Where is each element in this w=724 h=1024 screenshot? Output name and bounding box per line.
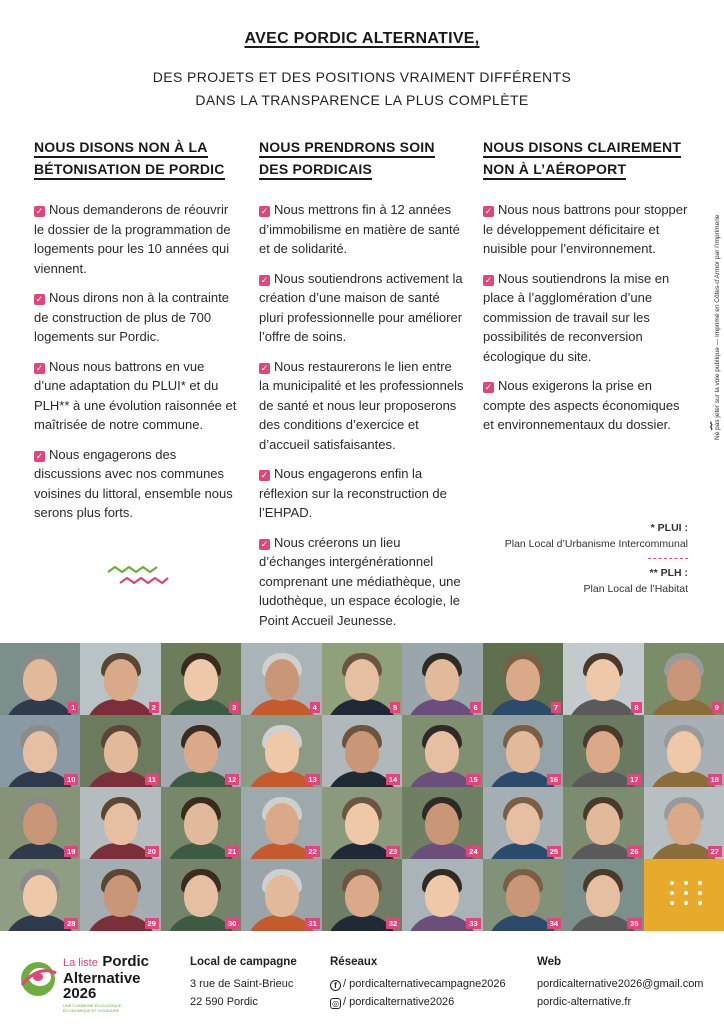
portrait-shoulders [567,699,639,715]
list-item: ✓ Nous engagerons des discussions avec nos communes voisines du littoral, ensemble nous serons plus forts. [34,446,233,520]
email-link[interactable]: pordicalternative2026@gmail.com [537,978,704,990]
candidate-number: 31 [305,918,319,929]
footer [0,931,724,1024]
column-title: NOUS PRENDRONS SOIN DES PORDICAIS [259,136,464,180]
header [0,30,724,112]
portrait-face [184,875,218,917]
candidate-photo [563,787,643,859]
portrait-face [506,731,540,773]
portrait-face [265,875,299,917]
column-sante [259,136,464,640]
list-item: ✓ Nous engagerons enfin la réflexion sur la reconstruction de l’EHPAD. [259,466,447,520]
candidate-photo [0,643,80,715]
column-betonisation [34,136,239,533]
portrait-face [23,731,57,773]
candidate-number: 10 [64,774,78,785]
campaign-office: Local de campagne 3 rue de Saint-Brieuc 22 590 Pordic [190,956,297,1008]
candidate-number: 24 [466,846,480,857]
portrait-shoulders [246,699,318,715]
candidate-photo [0,859,80,931]
checkbox-icon: ✓ [35,362,44,373]
candidate-number: 18 [708,774,722,785]
candidate-number: 30 [225,918,239,929]
candidate-number: 9 [712,702,722,713]
candidate-number: 26 [627,846,641,857]
candidate-photo [0,787,80,859]
list-item: ✓ Nous restaurerons le lien entre la municipalité et les professionnels de santé et nous leur proposerons des conditions d’exercice et d’accueil satisfaisantes. [259,358,464,452]
candidate-number: 25 [547,846,561,857]
portrait-shoulders [406,699,478,715]
portrait-face [345,659,379,701]
checkbox-icon: ✓ [260,274,269,285]
column-aeroport [483,136,688,445]
candidate-number: 3 [229,702,239,713]
portrait-face [425,803,459,845]
candidate-photo [483,787,563,859]
checkbox-icon: ✓ [35,294,44,304]
portrait-face [586,659,620,701]
portrait-face [506,875,540,917]
candidate-photo [161,859,241,931]
candidate-number: 23 [386,846,400,857]
list-item: ✓ Nous soutiendrons la mise en place à l’agglomération d’une commission de travail sur les possibilités de reconversion écologique du site. [483,270,670,364]
candidate-number: 32 [386,918,400,929]
candidate-photo [563,859,643,931]
candidate-photo [644,643,724,715]
item-list [483,200,688,435]
note-plh: ** PLH : Plan Local de l’Habitat [583,567,688,595]
printer-logo-icon: ⌇ [708,421,714,433]
portrait-face [667,803,701,845]
portrait-face [425,659,459,701]
item-list [34,200,239,523]
facebook-link[interactable]: f / pordicalternativecampagne2026 [330,975,506,993]
list-item: ✓ Nous dirons non à la contrainte de construction de plus de 700 logements sur Pordic. [34,290,229,344]
portrait-shoulders [648,699,720,715]
main-title: AVEC PORDIC ALTERNATIVE, [244,30,480,47]
portrait-face [506,659,540,701]
list-item: ✓ Nous mettrons fin à 12 années d’immobilisme en matière de santé et de solidarité. [259,202,460,256]
candidate-photo [241,859,321,931]
candidate-photo [402,715,482,787]
candidate-number: 2 [149,702,159,713]
facebook-icon: f [330,980,341,991]
portrait-face [104,731,138,773]
portrait-face [265,659,299,701]
checkbox-icon: ✓ [35,450,44,461]
candidate-photo [563,715,643,787]
candidate-photo [241,643,321,715]
candidate-photo [402,787,482,859]
checkbox-icon: ✓ [35,206,44,216]
candidate-photo [402,643,482,715]
note-plui: * PLUI : Plan Local d’Urbanisme Intercommunal [504,522,688,550]
social-networks: Réseaux f / pordicalternativecampagne2026 ◎ / pordicalternative2026 [330,953,506,1011]
candidate-number: 5 [390,702,400,713]
portrait-face [265,803,299,845]
checkbox-icon: ✓ [484,274,493,285]
candidate-number: 34 [547,918,561,929]
list-item: ✓ Nous créerons un lieu d’échanges intergénérationnel comprenant une médiathèque, une ludothèque, un espace écologie, le Point Accueil Jeunesse. [259,534,461,628]
candidate-number: 13 [305,774,319,785]
candidate-photo [80,715,160,787]
candidate-photo [322,787,402,859]
portrait-face [425,731,459,773]
item-list [259,200,464,630]
checkbox-icon: ✓ [260,206,269,216]
candidate-photo [644,715,724,787]
portrait-face [184,731,218,773]
portrait-face [23,803,57,845]
dots-pattern-icon [670,881,704,905]
portrait-face [667,731,701,773]
subtitle [0,66,724,112]
portrait-face [23,875,57,917]
portrait-shoulders [4,699,76,715]
logo-swirl-icon [18,955,58,999]
list-item: ✓ Nous nous battrons en vue d’une adaptation du PLUI* et du PLH** à une évolution raisonnée et maîtrisée de notre commune. [34,358,237,432]
candidate-number: 1 [68,702,78,713]
portrait-face [104,875,138,917]
portrait-face [23,659,57,701]
candidate-number: 4 [310,702,320,713]
candidate-photo [402,859,482,931]
portrait-face [586,803,620,845]
side-legal-text: Ne pas jeter sur la voie publique — Imprimé en Côtes-d’Armor par l’imprimerie [714,214,721,440]
instagram-icon: ◎ [330,998,341,1009]
checkbox-icon: ✓ [484,206,493,216]
candidate-photo [161,787,241,859]
candidate-photo [161,715,241,787]
web-contact: Web pordicalternative2026@gmail.com pordic-alternative.fr [537,953,703,1011]
portrait-shoulders [326,699,398,715]
candidate-number: 19 [64,846,78,857]
campaign-logo [18,953,168,1013]
list-item: ✓ Nous exigerons la prise en compte des aspects économiques et environnementaux du dossier. [483,378,680,432]
candidate-photo [80,787,160,859]
candidate-photo [0,715,80,787]
candidate-photo [322,643,402,715]
portrait-face [265,731,299,773]
portrait-face [345,731,379,773]
subtitle-line-1: DES PROJETS ET DES POSITIONS VRAIMENT DIFFÉRENTS [152,69,572,85]
subtitle-line-2: DANS LA TRANSPARENCE LA PLUS COMPLÈTE [195,92,529,108]
footnotes [470,520,688,601]
candidate-number: 7 [551,702,561,713]
portrait-face [345,875,379,917]
portrait-face [184,803,218,845]
candidate-photo [322,715,402,787]
candidate-number: 28 [64,918,78,929]
list-item: ✓ Nous nous battrons pour stopper le développement déficitaire et nuisible pour l’environnement. [483,202,688,256]
list-item: ✓ Nous demanderons de réouvrir le dossier de la programmation de logements pour les 10 années qui viennent. [34,202,231,276]
portrait-face [506,803,540,845]
candidate-number: 33 [466,918,480,929]
candidate-photo [322,859,402,931]
candidate-photo [80,643,160,715]
candidate-number: 29 [145,918,159,929]
candidate-photo [483,715,563,787]
candidate-photo [241,787,321,859]
candidate-photo [563,643,643,715]
portrait-shoulders [85,699,157,715]
zigzag-decoration-icon [106,564,170,588]
portrait-face [104,803,138,845]
candidate-number: 12 [225,774,239,785]
candidate-photo [241,715,321,787]
logo-text: La liste Pordic Alternative 2026 UNE COMMUNE ÉCOLOGIQUE, ÉCONOMIQUE ET SOLIDAIRE [63,953,149,1013]
candidate-photo [483,643,563,715]
portrait-face [667,659,701,701]
column-title: NOUS DISONS NON À LA BÉTONISATION DE PORDIC [34,136,239,180]
checkbox-icon: ✓ [484,382,493,392]
checkbox-icon: ✓ [260,362,269,373]
portrait-face [184,659,218,701]
checkbox-icon: ✓ [260,538,269,549]
portrait-face [104,659,138,701]
candidate-photo [644,787,724,859]
candidate-photo [483,859,563,931]
candidate-number: 17 [627,774,641,785]
candidate-number: 16 [547,774,561,785]
candidate-number: 11 [145,774,159,785]
website-link[interactable]: pordic-alternative.fr [537,996,632,1008]
candidate-number: 14 [386,774,400,785]
candidate-number: 20 [145,846,159,857]
note-divider [648,558,688,559]
portrait-face [345,803,379,845]
candidate-number: 27 [708,846,722,857]
candidate-number: 8 [631,702,641,713]
decorative-tile [644,859,724,931]
candidate-number: 15 [466,774,480,785]
column-title: NOUS DISONS CLAIREMENT NON À L’AÉROPORT [483,136,688,180]
candidate-number: 35 [627,918,641,929]
portrait-face [586,731,620,773]
candidate-photo [161,643,241,715]
candidate-number: 21 [225,846,239,857]
list-item: ✓ Nous soutiendrons activement la création d’une maison de santé pluri professionnelle pour améliorer l’offre de soins. [259,270,463,344]
portrait-shoulders [165,699,237,715]
instagram-link[interactable]: ◎ / pordicalternative2026 [332,996,455,1008]
portrait-face [425,875,459,917]
portrait-face [586,875,620,917]
candidate-photo-grid [0,643,724,931]
checkbox-icon: ✓ [260,470,269,480]
candidate-number: 22 [305,846,319,857]
candidate-photo [80,859,160,931]
candidate-number: 6 [470,702,480,713]
portrait-shoulders [487,699,559,715]
